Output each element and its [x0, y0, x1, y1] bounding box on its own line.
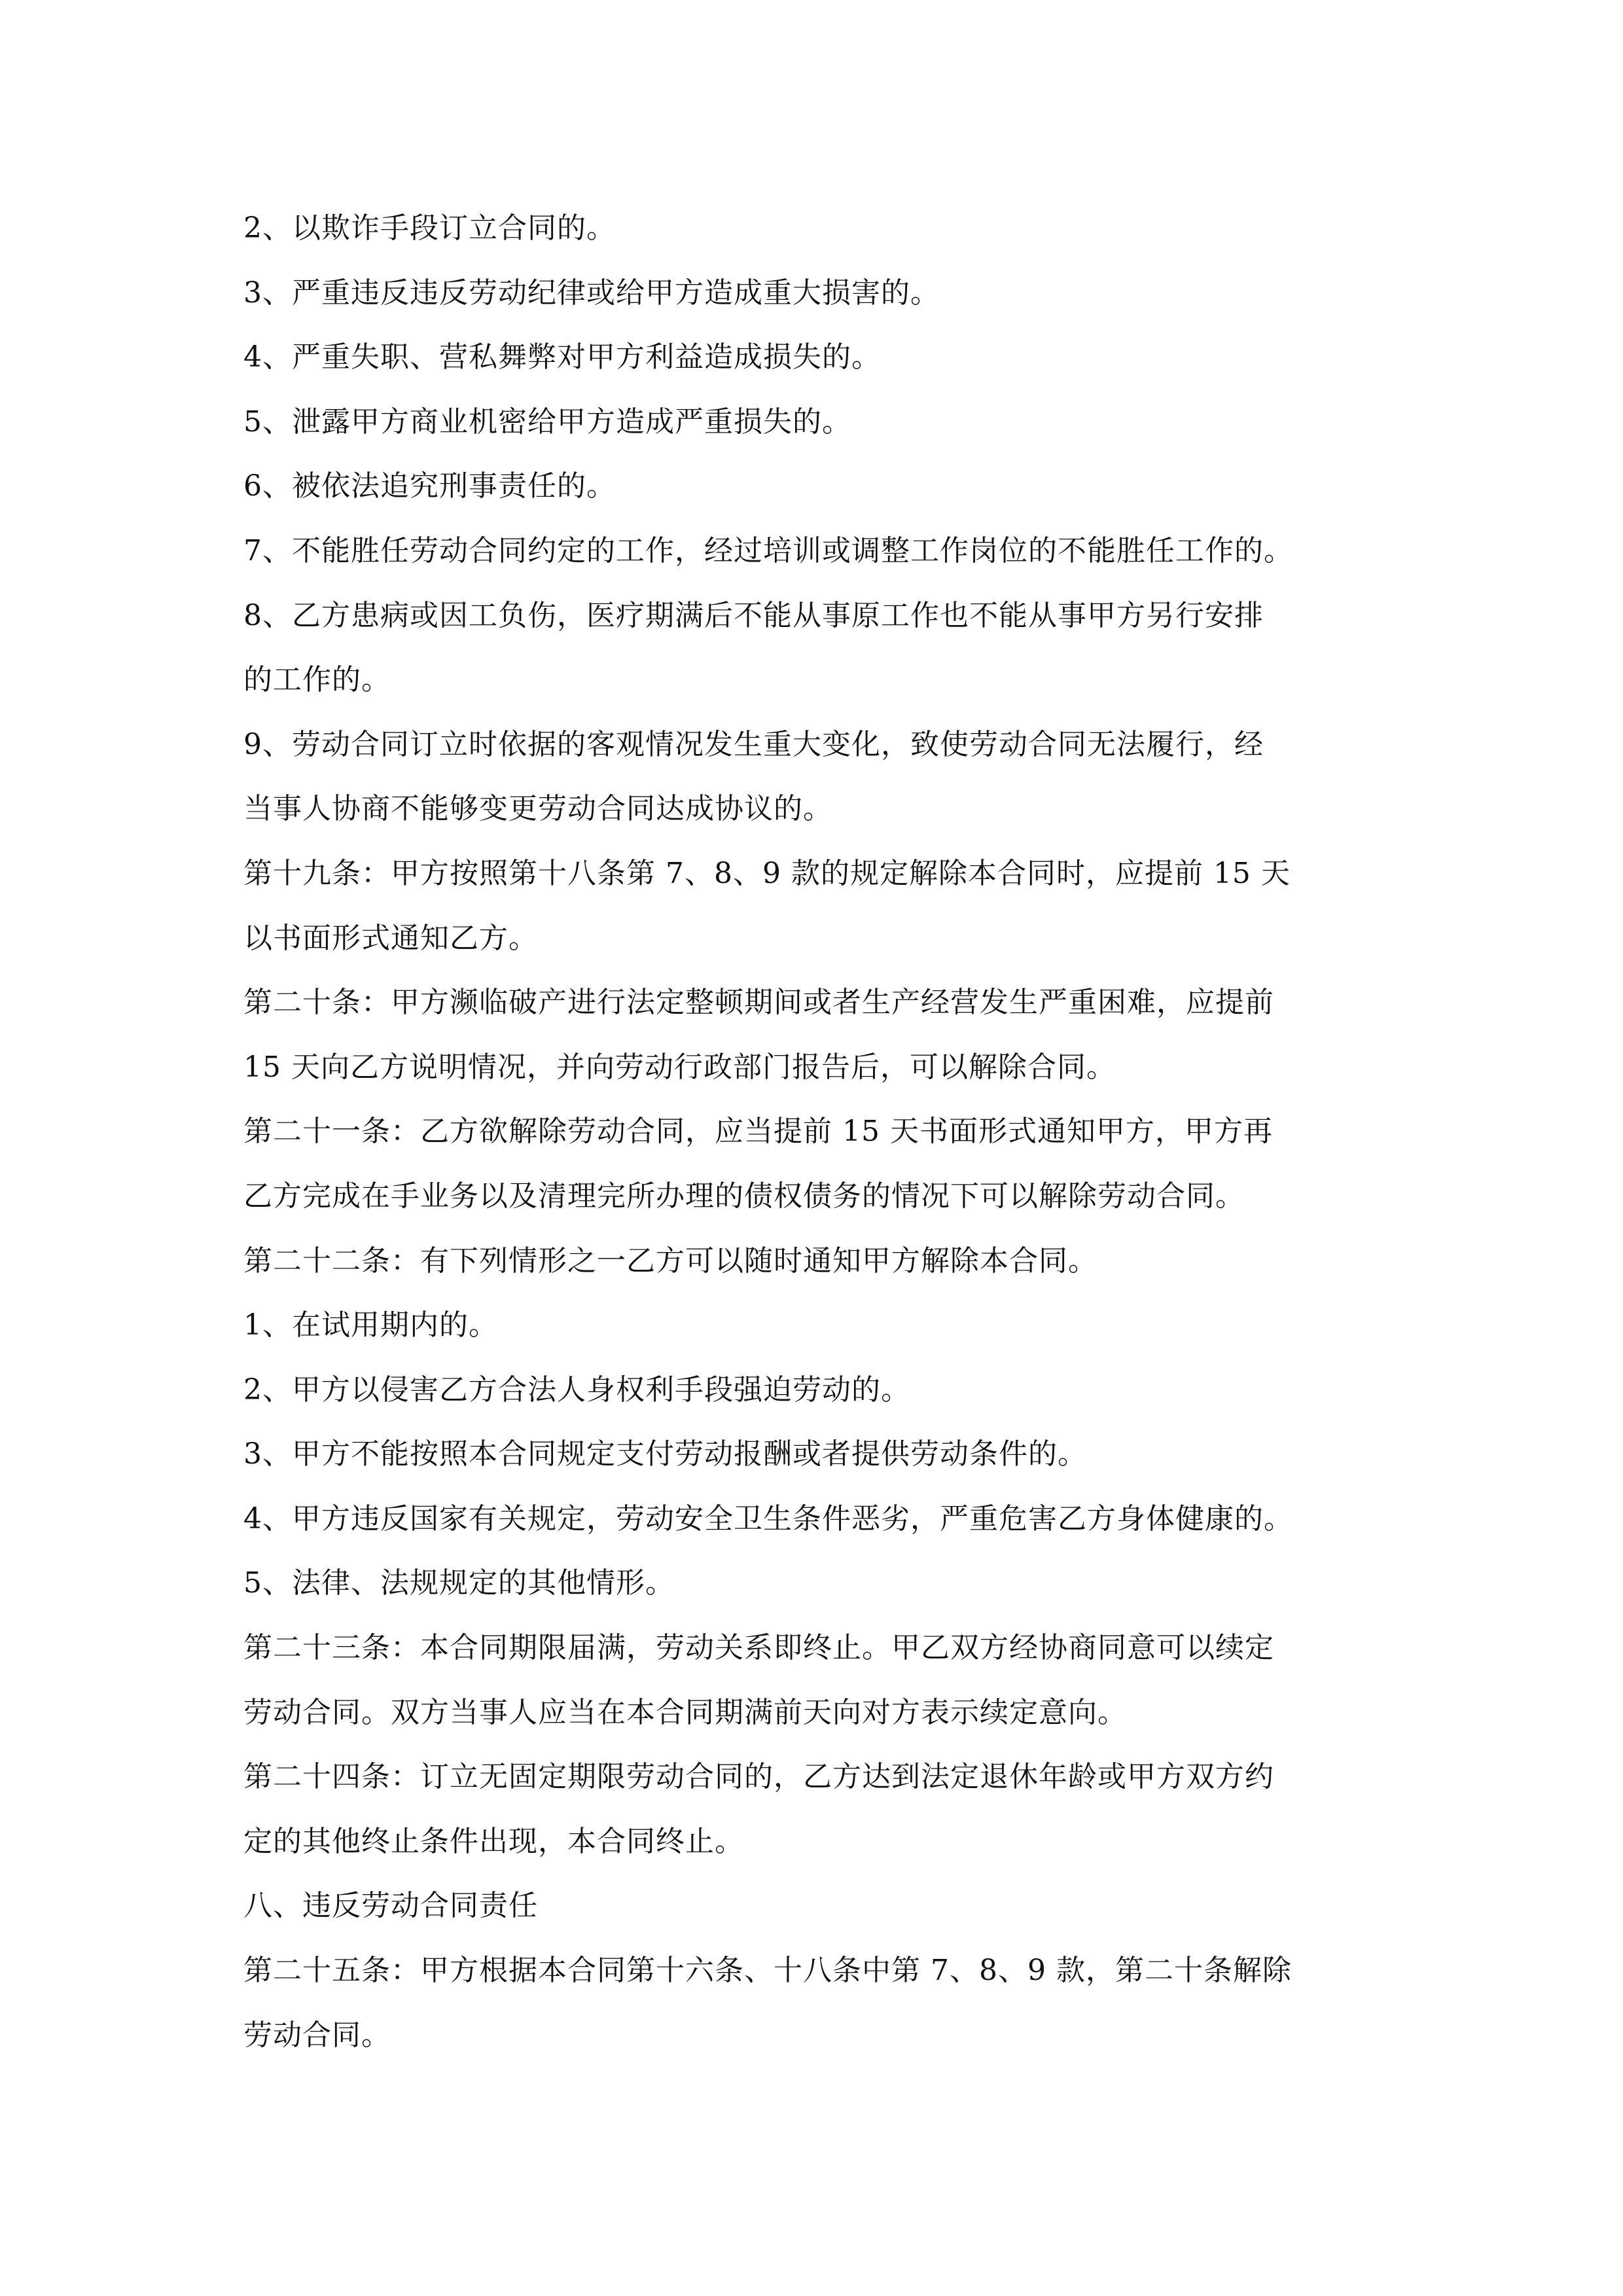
text-line: 6、被依法追究刑事责任的。 [243, 469, 616, 503]
text-line: 当事人协商不能够变更劳动合同达成协议的。 [243, 792, 832, 826]
text-line: 2、以欺诈手段订立合同的。 [243, 211, 616, 245]
text-line: 第二十五条：甲方根据本合同第十六条、十八条中第 7、8、9 款，第二十条解除 [243, 1954, 1292, 1988]
text-line: 15 天向乙方说明情况，并向劳动行政部门报告后，可以解除合同。 [243, 1050, 1116, 1084]
text-line: 劳动合同。双方当事人应当在本合同期满前天向对方表示续定意向。 [243, 1695, 1127, 1729]
text-line: 5、法律、法规规定的其他情形。 [243, 1566, 675, 1600]
text-line: 4、严重失职、营私舞弊对甲方利益造成损失的。 [243, 340, 881, 374]
text-line: 定的其他终止条件出现，本合同终止。 [243, 1824, 744, 1858]
section-heading: 八、违反劳动合同责任 [243, 1889, 538, 1923]
text-line: 乙方完成在手业务以及清理完所办理的债权债务的情况下可以解除劳动合同。 [243, 1179, 1245, 1213]
document-body [243, 196, 1415, 2068]
text-line: 2、甲方以侵害乙方合法人身权利手段强迫劳动的。 [243, 1372, 910, 1407]
text-line: 第二十条：甲方濒临破产进行法定整顿期间或者生产经营发生严重困难，应提前 [243, 986, 1274, 1020]
text-line: 3、甲方不能按照本合同规定支付劳动报酬或者提供劳动条件的。 [243, 1437, 1087, 1471]
text-line: 1、在试用期内的。 [243, 1308, 498, 1342]
text-line: 7、不能胜任劳动合同约定的工作，经过培训或调整工作岗位的不能胜任工作的。 [243, 533, 1293, 567]
text-line: 5、泄露甲方商业机密给甲方造成严重损失的。 [243, 404, 851, 439]
text-line: 第二十一条：乙方欲解除劳动合同，应当提前 15 天书面形式通知甲方，甲方再 [243, 1115, 1273, 1149]
text-line: 3、严重违反违反劳动纪律或给甲方造成重大损害的。 [243, 276, 940, 310]
text-line: 第二十三条：本合同期限届满，劳动关系即终止。甲乙双方经协商同意可以续定 [243, 1631, 1274, 1665]
text-line: 第十九条：甲方按照第十八条第 7、8、9 款的规定解除本合同时，应提前 15 天 [243, 856, 1291, 890]
text-line: 第二十四条：订立无固定期限劳动合同的，乙方达到法定退休年龄或甲方双方约 [243, 1760, 1274, 1794]
text-line: 以书面形式通知乙方。 [243, 921, 538, 955]
text-line: 9、劳动合同订立时依据的客观情况发生重大变化，致使劳动合同无法履行，经 [243, 727, 1264, 761]
text-line: 劳动合同。 [243, 2018, 391, 2052]
text-line: 的工作的。 [243, 663, 391, 697]
text-line: 第二十二条：有下列情形之一乙方可以随时通知甲方解除本合同。 [243, 1244, 1097, 1278]
text-line: 8、乙方患病或因工负伤，医疗期满后不能从事原工作也不能从事甲方另行安排 [243, 598, 1264, 632]
text-line: 4、甲方违反国家有关规定，劳动安全卫生条件恶劣，严重危害乙方身体健康的。 [243, 1501, 1293, 1535]
